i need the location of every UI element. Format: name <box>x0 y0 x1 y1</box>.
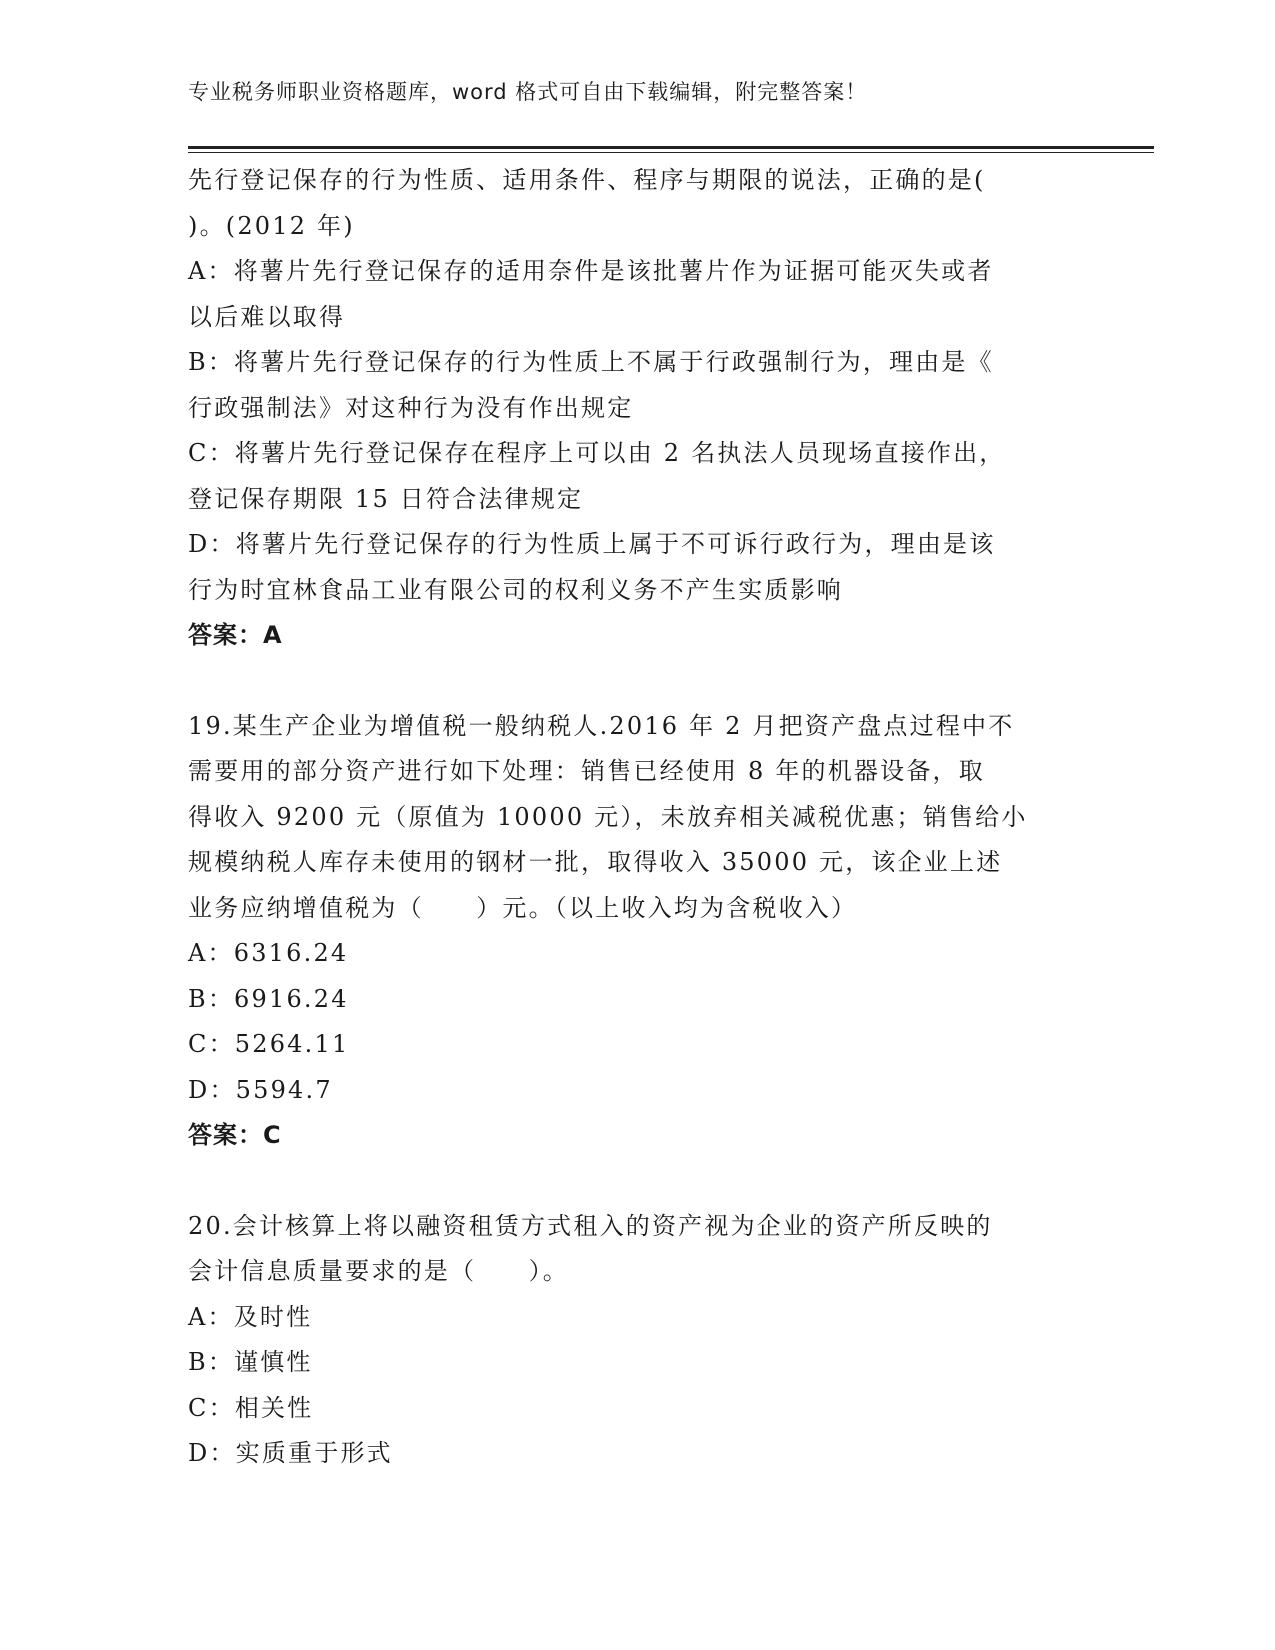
question-stem-line: 需要用的部分资产进行如下处理：销售已经使用 8 年的机器设备，取 <box>188 757 985 785</box>
option-d: D：将薯片先行登记保存的行为性质上属于不可诉行政行为，理由是该 <box>188 530 996 558</box>
option-c: C：将薯片先行登记保存在程序上可以由 2 名执法人员现场直接作出， <box>188 439 1006 467</box>
option-a: A：6316.24 <box>188 939 349 967</box>
option-c-cont: 登记保存期限 15 日符合法律规定 <box>188 484 584 513</box>
header-divider-thick <box>188 146 1154 149</box>
spacer <box>188 659 1088 704</box>
question-stem-line: 会计信息质量要求的是（ ）。 <box>188 1257 569 1285</box>
option-d: D：实质重于形式 <box>188 1439 393 1467</box>
option-a: A：及时性 <box>188 1302 313 1331</box>
answer-label: 答案：A <box>188 621 283 649</box>
question-18 <box>188 158 1088 659</box>
option-b: B：6916.24 <box>188 984 349 1013</box>
question-stem-line: 19.某生产企业为增值税一般纳税人.2016 年 2 月把资产盘点过程中不 <box>188 711 1015 740</box>
answer-label: 答案：C <box>188 1121 282 1149</box>
spacer <box>188 1159 1088 1204</box>
question-stem-line: 先行登记保存的行为性质、适用条件、程序与期限的说法，正确的是( <box>188 166 986 194</box>
option-b: B：谨慎性 <box>188 1348 313 1376</box>
header-divider-thin <box>188 152 1154 153</box>
question-stem-line: 得收入 9200 元（原值为 10000 元），未放弃相关减税优惠；销售给小 <box>188 802 1028 831</box>
page-header: 专业税务师职业资格题库，word 格式可自由下载编辑，附完整答案！ <box>188 80 868 104</box>
question-19 <box>188 704 1088 1159</box>
question-stem-line: )。(2012 年) <box>188 211 355 240</box>
question-stem-line: 规模纳税人库存未使用的钢材一批，取得收入 35000 元，该企业上述 <box>188 848 1003 876</box>
question-stem-line: 20.会计核算上将以融资租赁方式租入的资产视为企业的资产所反映的 <box>188 1211 993 1240</box>
option-d-cont: 行为时宜林食品工业有限公司的权利义务不产生实质影响 <box>188 575 843 604</box>
question-stem-line: 业务应纳增值税为（ ）元。（以上收入均为含税收入） <box>188 893 858 922</box>
option-b-cont: 行政强制法》对这种行为没有作出规定 <box>188 393 634 422</box>
question-20 <box>188 1204 1088 1477</box>
question-content <box>188 158 1088 1477</box>
option-c: C：相关性 <box>188 1393 314 1422</box>
option-d: D：5594.7 <box>188 1075 333 1104</box>
option-b: B：将薯片先行登记保存的行为性质上不属于行政强制行为，理由是《 <box>188 348 994 376</box>
option-a: A：将薯片先行登记保存的适用奈件是该批薯片作为证据可能灭失或者 <box>188 257 994 285</box>
option-a-cont: 以后难以取得 <box>188 302 346 331</box>
option-c: C：5264.11 <box>188 1030 350 1058</box>
